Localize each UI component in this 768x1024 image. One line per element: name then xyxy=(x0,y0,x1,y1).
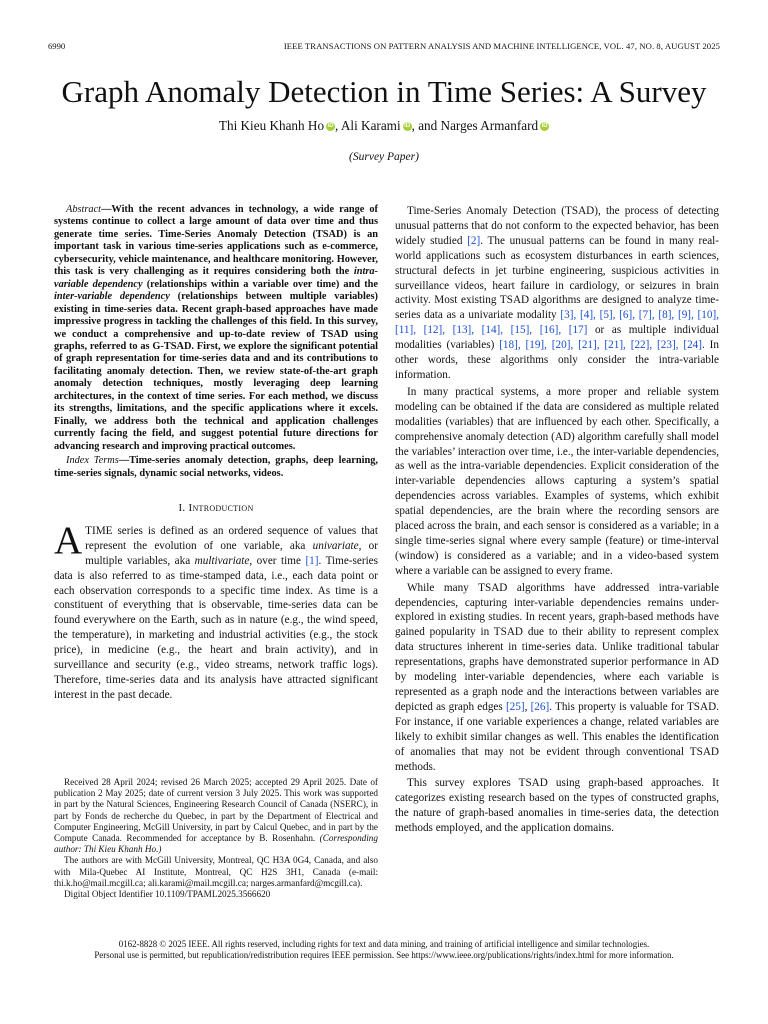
index-terms: Index Terms—Time-series anomaly detection, graphs, deep learning, time-series signals, dynamic social networks, videos. xyxy=(54,455,378,479)
page-number: 6990 xyxy=(48,41,66,51)
left-column xyxy=(54,204,378,703)
orcid-icon[interactable]: iD xyxy=(541,123,548,129)
orcid-icon[interactable]: iD xyxy=(404,123,411,129)
body-paragraph: Time-Series Anomaly Detection (TSAD), the process of detecting unusual patterns that do not conform to the expected behavior, has been widely studied [2]. The unusual patterns can be found in many real-world applications such as ecosystem disturbances in earth sciences, structural defects in jet turbine engineering, suspicious activities in surveillance videos, heart failure in cardiology, or seizures in brain activity. Most existing TSAD algorithms are designed to analyze time-series data as a univariate modality [3], [4], [5], [6], [7], [8], [9], [10], [11], [12], [13], [14], [15], [16], [17] or as multiple individual modalities (variables) [18], [19], [20], [21], [21], [22], [23], [24]. In other words, these algorithms only consider the intra-variable information. xyxy=(395,205,719,381)
body-paragraph: In many practical systems, a more proper and reliable system modeling can be obtained if the data are considered as multiple related modalities (variables) that are influenced by each other. Specifically, a comprehensive anomaly detection (AD) algorithm carefully shall model the variables’ interaction over time, i.e., the inter-variable dependencies, as well as the intra-variable dependencies. Explicit consideration of the inter-variable dependencies allows capturing a system’s spatial dependencies across variables. Examples of systems, which exhibit spatial dependencies, are the brain where the recording sensors are placed across the brain, and each sensor is considered as a variable; in a single time-series signal where every sample (feature) or time-interval (window) is considered as a variable; and in a video-based system where a variable can be assigned to every frame. xyxy=(395,385,719,577)
permission-line: Personal use is permitted, but republication/redistribution requires IEEE permission. See https://www.ieee.org/publications/rights/index.html for more information. xyxy=(94,950,674,960)
section-heading: I. Introduction xyxy=(178,501,254,514)
right-column xyxy=(395,204,719,836)
journal-name: IEEE TRANSACTIONS ON PATTERN ANALYSIS AND MACHINE INTELLIGENCE, VOL. 47, NO. 8, AUGUST 2025 xyxy=(283,41,720,51)
paper-title: Graph Anomaly Detection in Time Series: A Survey xyxy=(61,74,707,109)
index-terms-label: Index Terms xyxy=(66,455,119,467)
copyright-footer xyxy=(0,939,768,961)
body-paragraph: While many TSAD algorithms have addressed intra-variable dependencies, capturing inter-variable dependencies remains under-explored in existing studies. In recent years, graph-based methods have gained popularity in TSAD due to their ability to represent complex data structures inherent in time-series data. Unlike traditional tabular representations, graphs have demonstrated superior performance in AD by modeling inter-variable dependencies, where each variable is represented as a graph node and the interactions between variables are depicted as graph edges [25], [26]. This property is valuable for TSAD. For instance, if one variable experiences a change, related variables are likely to exhibit similar changes as well. This enables the identification of anomalies that may not be evident through conventional TSAD methods. xyxy=(395,581,719,773)
orcid-icon[interactable]: iD xyxy=(327,123,334,129)
first-page-footnote xyxy=(54,777,378,900)
copyright-line: 0162-8828 © 2025 IEEE. All rights reserved, including rights for text and data mining, and training of artificial intelligence and similar technologies. xyxy=(118,939,650,949)
citation-link[interactable]: [26] xyxy=(530,700,550,713)
paper-type: (Survey Paper) xyxy=(349,151,419,163)
footnote-doi: Digital Object Identifier 10.1109/TPAML2025.3566620 xyxy=(64,889,271,900)
citation-link[interactable]: [2] xyxy=(467,234,481,247)
author-karami: , Ali Karami xyxy=(335,118,401,133)
abstract: Abstract—With the recent advances in technology, a wide range of systems continue to collect a large amount of data over time and thus generate time series. Time-Series Anomaly Detection (TSAD) is an important task in various time-series applications such as e-commerce, cybersecurity, vehicle maintenance, and healthcare monitoring. However, this task is very challenging as it requires considering both the intra-variable dependency (relationships within a variable over time) and the inter-variable dependency (relationships between multiple variables) existing in time-series data. Recent graph-based approaches have made impressive progress in tackling the challenges of this field. In this survey, we conduct a comprehensive and up-to-date review of TSAD using graphs, referred to as G-TSAD. First, we explore the significant potential of graph representation for time-series data and and its contributions to facilitating anomaly detection. Then, we review state-of-the-art graph anomaly detection techniques, mostly leveraging deep learning architectures, in the context of time series. For each method, we discuss its strengths, limitations, and the specific applications where it excels. Finally, we address both the technical and application challenges currently facing the field, and suggest potential future directions for advancing research and improving practical outcomes. xyxy=(54,204,378,452)
citation-link[interactable]: [1] xyxy=(305,554,319,567)
author-armanfard: , and Narges Armanfard xyxy=(411,118,539,133)
footnote-affiliations: The authors are with McGill University, Montreal, QC H3A 0G4, Canada, and also with Mila-Quebec AI Institute, Montreal, QC H2S 3H1, Canada (e-mail: thi.k.ho@mail.mcgill.ca; ali.karami@mail.mcgill.ca; narges.armanfard@mcgill.ca). xyxy=(54,855,378,888)
citation-link[interactable]: [3], [4], [5], [6], [7], [8], [9], [10], [11], [12], [13], [14], [15], [16], [17] xyxy=(395,309,719,337)
footnote-received: Received 28 April 2024; revised 26 March 2025; accepted 29 April 2025. Date of publication 2 May 2025; date of current version 3 July 2025. This work was supported in part by the Natural Sciences, Engineering Research Council of Canada (NSERC), in part by Fonds de recherche du Quebec, in part by the Department of Electrical and Computer Engineering, McGill University, in part by Calcul Quebec, and in part by the Compute Canada. Recommended for acceptance by B. Rosenhahn. (Corresponding author: Thi Kieu Khanh Ho.) xyxy=(54,777,378,855)
body-paragraph: This survey explores TSAD using graph-based approaches. It categorizes existing research based on the types of constructed graphs, the nature of graph-based anomalies in time-series data, the detection methods employed, and the application domains. xyxy=(395,777,719,835)
drop-cap: A xyxy=(54,518,83,562)
citation-link[interactable]: [25] xyxy=(505,700,525,713)
intro-paragraph: A TIME series is defined as an ordered sequence of values that represent the evolution of one variable, aka univariate, or multiple variables, aka multivariate, over time [1]. Time-series data is also referred to as time-stamped data, i.e., each data point or each observation corresponds to a specific time index. As time is a constituent of everything that is observable, time-series data can be found everywhere on the Earth, such as in nature (e.g., the wind speed, the temperature), in marketing and industrial activities (e.g., the stock price), in medicine (e.g., the heart and brain activity), and in surveillance and security (e.g., video streams, network traffic logs). Therefore, time-series data and its analysis have attracted significant interest in the past decade. xyxy=(54,518,378,701)
citation-link[interactable]: [18], [19], [20], [21], [21], [22], [23], [24] xyxy=(499,339,702,352)
author-ho: Thi Kieu Khanh Ho xyxy=(218,118,325,133)
abstract-label: Abstract xyxy=(66,204,102,215)
author-line xyxy=(0,118,768,134)
